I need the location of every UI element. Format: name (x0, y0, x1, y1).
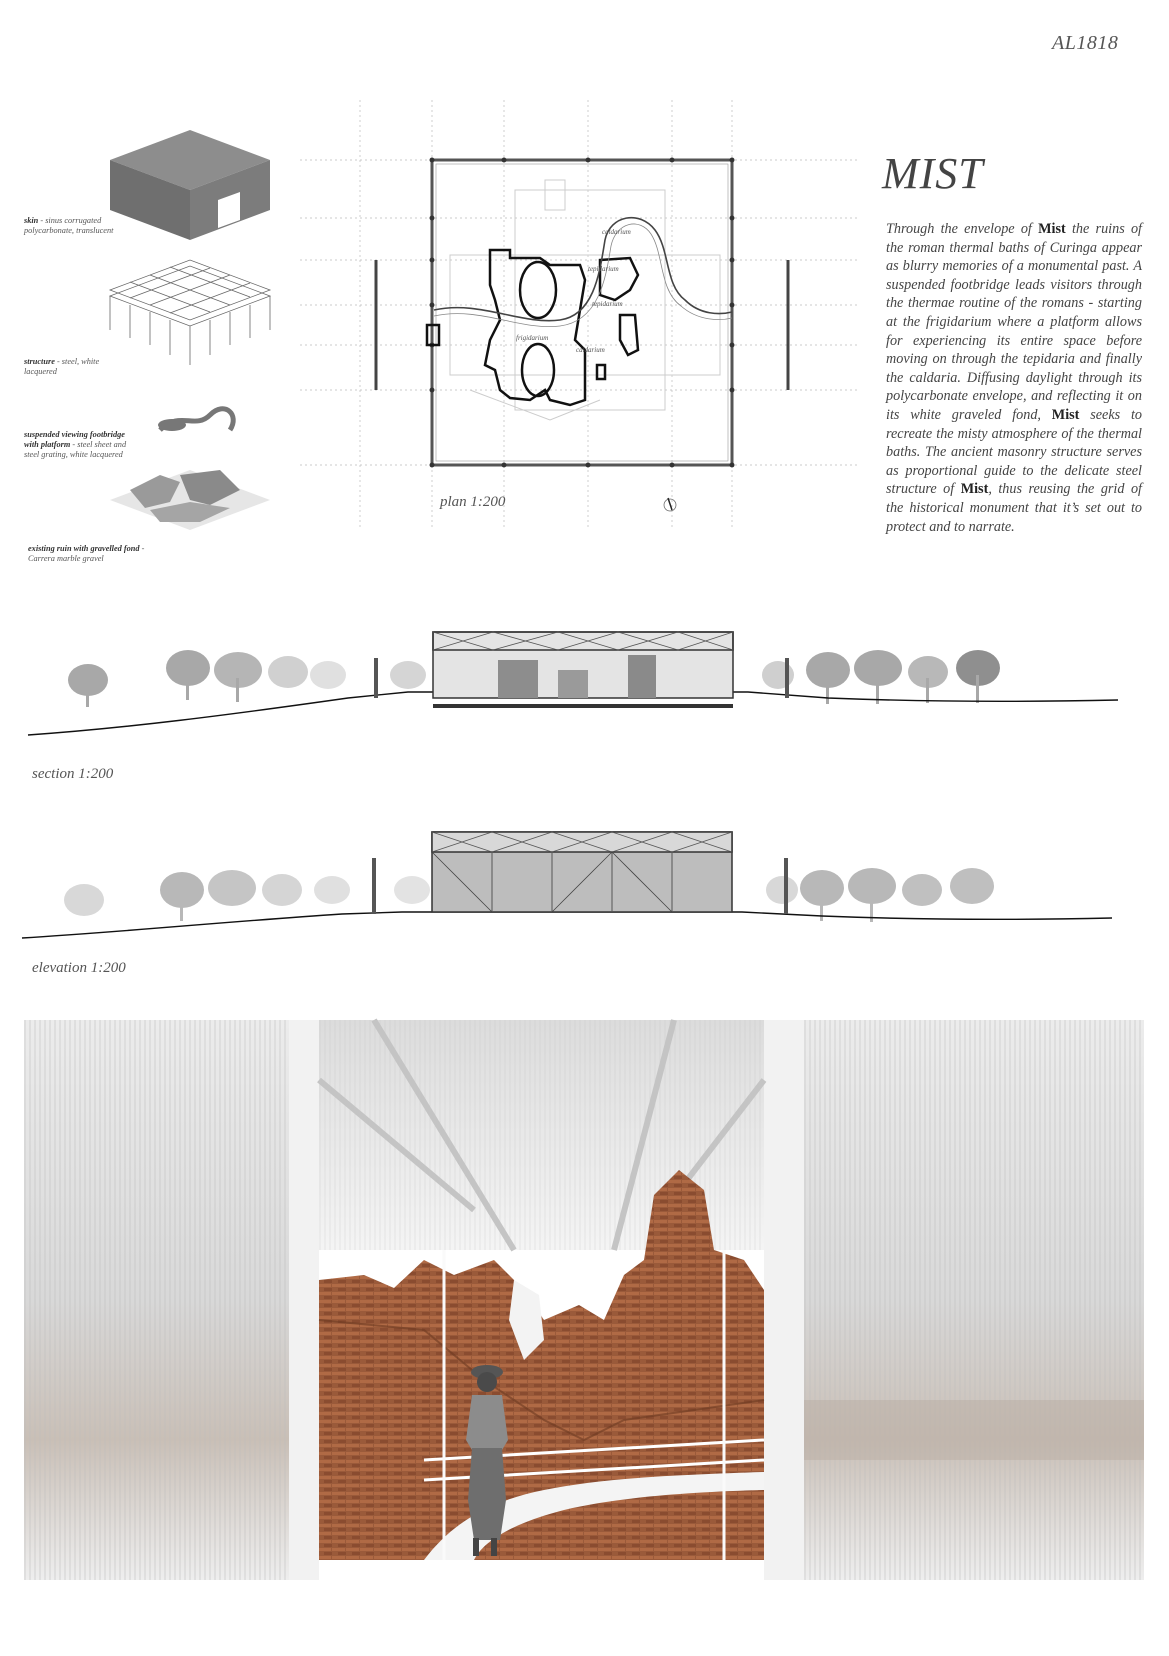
plan-caption: plan 1:200 (440, 494, 506, 510)
interior-render (24, 1020, 1144, 1590)
axonometric-diagram (100, 130, 300, 550)
section-caption: section 1:200 (32, 766, 114, 782)
description-text: , thus reusing the grid of the historical monument that it’s set out to protect and to narrate. (886, 481, 1142, 535)
axo-ruin (110, 470, 270, 530)
description-bold-term: Mist (1051, 406, 1080, 423)
description-text: the ruins of the roman thermal baths of Curinga appear as blurry memories of a monumental past. A suspended footbridge leads visitors through the thermae routine of the romans - starting at the frigidarium where a platform allows for experiencing its entire space before moving on through the tepidaria and finally the caldaria. Diffusing daylight through its polycarbonate envelope, and reflecting it on its white graveled fond, (886, 221, 1142, 423)
description-text: seeks to recreate the misty atmosphere of the thermal baths. The ancient masonry structure serves as proportional guide to the delicate steel structure of (886, 406, 1142, 498)
room-label-caldarium-2: caldarium (576, 346, 605, 354)
elevation-drawing (22, 820, 1112, 950)
section-drawing (28, 620, 1118, 750)
axo-label-footbridge: suspended viewing footbridge with platform - steel sheet and steel grating, white lacquered (24, 430, 127, 459)
plan-ruin (427, 250, 638, 405)
elevation-caption: elevation 1:200 (32, 960, 126, 976)
room-label-caldarium-1: caldarium (602, 228, 631, 236)
section-building (433, 632, 733, 706)
axo-label-skin: skin - sinus corrugated polycarbonate, translucent (24, 216, 114, 235)
room-label-frigidarium: frigidarium (516, 334, 549, 342)
axo-footbridge (158, 409, 233, 431)
elevation-ground (22, 912, 1112, 938)
plan-columns (430, 158, 735, 468)
project-description (886, 220, 1142, 536)
room-label-tepidarium-1: tepidarium (588, 265, 619, 273)
description-bold-term: Mist (1038, 221, 1066, 237)
plan-envelope (432, 160, 732, 465)
axo-label-ruin: existing ruin with gravelled fond - Carrera marble gravel (28, 544, 145, 563)
project-code: AL1818 (1052, 32, 1119, 54)
north-arrow-icon (664, 498, 676, 511)
room-label-tepidarium-2: tepidarium (592, 300, 623, 308)
description-text: Through the envelope of (886, 221, 1039, 237)
plan-footbridge (434, 218, 732, 321)
axo-label-structure: structure - steel, white lacquered (24, 357, 100, 376)
project-title: MIST (882, 149, 984, 198)
elevation-building (432, 832, 732, 912)
plan-drawing (300, 100, 860, 530)
axo-structure (110, 260, 270, 365)
description-bold-term: Mist (960, 481, 989, 498)
